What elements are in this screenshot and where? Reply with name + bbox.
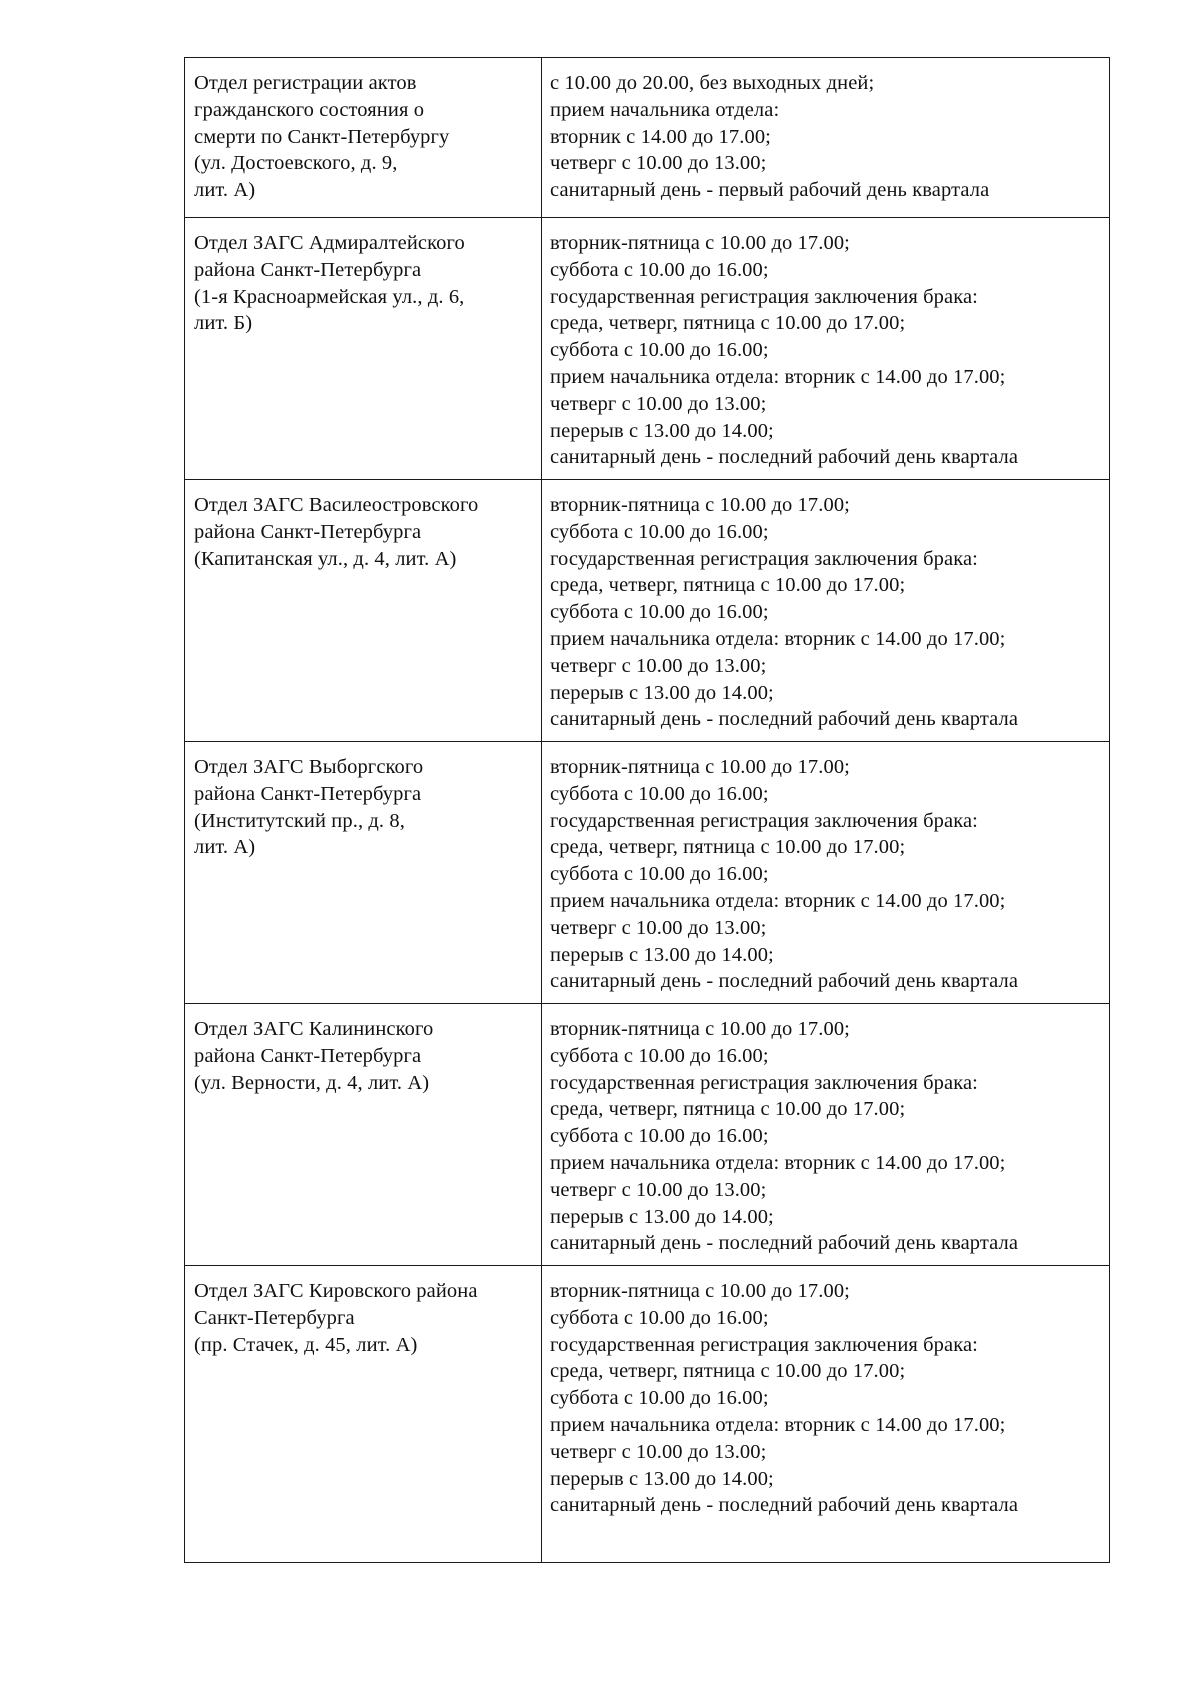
office-cell: [185, 1266, 542, 1563]
office-name-line: Отдел ЗАГС Кировского района: [194, 1280, 478, 1302]
office-name-line: смерти по Санкт-Петербургу: [194, 125, 450, 148]
schedule-line: санитарный день - первый рабочий день квартала: [550, 179, 990, 202]
schedule-cell: [542, 218, 1110, 480]
schedule-line: суббота с 10.00 до 16.00;: [550, 1044, 769, 1067]
office-name-line: Отдел ЗАГС Выборгского: [194, 756, 424, 778]
office-name-line: района Санкт-Петербурга: [194, 782, 422, 805]
schedule-line: перерыв с 13.00 до 14.00;: [550, 1205, 774, 1228]
schedule-line: вторник-пятница с 10.00 до 17.00;: [550, 1280, 850, 1302]
schedule-line: среда, четверг, пятница с 10.00 до 17.00;: [550, 1360, 906, 1383]
schedule-line: перерыв с 13.00 до 14.00;: [550, 419, 774, 442]
office-cell: [185, 742, 542, 1004]
table-row: [185, 218, 1110, 480]
schedule-line: суббота с 10.00 до 16.00;: [550, 863, 769, 886]
schedule-line: прием начальника отдела: вторник с 14.00 до 17.00;: [550, 1151, 1006, 1174]
office-address-line: лит. А): [194, 179, 256, 202]
schedule-line: прием начальника отдела: вторник с 14.00 до 17.00;: [550, 1413, 1006, 1436]
office-name-line: района Санкт-Петербурга: [194, 520, 422, 543]
table-row: [185, 58, 1110, 218]
office-address-line: лит. Б): [194, 312, 253, 335]
schedule-line: суббота с 10.00 до 16.00;: [550, 782, 769, 805]
table-row: [185, 1266, 1110, 1563]
registry-offices-schedule-table: [184, 57, 1110, 1563]
schedule-line: государственная регистрация заключения брака:: [550, 285, 978, 308]
schedule-line: четверг с 10.00 до 13.00;: [550, 916, 767, 939]
schedule-line: суббота с 10.00 до 16.00;: [550, 601, 769, 624]
office-name-line: района Санкт-Петербурга: [194, 1044, 422, 1067]
office-address-line: (ул. Достоевского, д. 9,: [194, 152, 398, 175]
schedule-line: суббота с 10.00 до 16.00;: [550, 1387, 769, 1410]
schedule-line: четверг с 10.00 до 13.00;: [550, 654, 767, 677]
schedule-line: суббота с 10.00 до 16.00;: [550, 520, 769, 543]
office-cell: [185, 480, 542, 742]
schedule-line: прием начальника отдела: вторник с 14.00 до 17.00;: [550, 889, 1006, 912]
schedule-line: среда, четверг, пятница с 10.00 до 17.00;: [550, 312, 906, 335]
schedule-line: санитарный день - последний рабочий день квартала: [550, 1494, 1019, 1517]
table-row: [185, 1004, 1110, 1266]
schedule-line: суббота с 10.00 до 16.00;: [550, 258, 769, 281]
office-name-line: Отдел ЗАГС Василеостровского: [194, 494, 479, 516]
schedule-line: санитарный день - последний рабочий день квартала: [550, 446, 1019, 469]
schedule-line: вторник-пятница с 10.00 до 17.00;: [550, 494, 850, 516]
schedule-line: государственная регистрация заключения брака:: [550, 1333, 978, 1356]
schedule-line: санитарный день - последний рабочий день квартала: [550, 970, 1019, 993]
schedule-line: вторник с 14.00 до 17.00;: [550, 125, 771, 148]
schedule-line: перерыв с 13.00 до 14.00;: [550, 681, 774, 704]
office-name-line: Отдел регистрации актов: [194, 72, 417, 94]
schedule-line: вторник-пятница с 10.00 до 17.00;: [550, 756, 850, 778]
schedule-line: четверг с 10.00 до 13.00;: [550, 1440, 767, 1463]
schedule-line: прием начальника отдела: вторник с 14.00 до 17.00;: [550, 365, 1006, 388]
schedule-cell: [542, 1004, 1110, 1266]
office-address-line: (1-я Красноармейская ул., д. 6,: [194, 285, 465, 308]
schedule-line: суббота с 10.00 до 16.00;: [550, 1125, 769, 1148]
schedule-cell: [542, 480, 1110, 742]
office-address-line: (Капитанская ул., д. 4, лит. А): [194, 547, 457, 570]
office-name-line: гражданского состояния о: [194, 98, 425, 121]
schedule-line: государственная регистрация заключения брака:: [550, 1071, 978, 1094]
schedule-line: суббота с 10.00 до 16.00;: [550, 1306, 769, 1329]
schedule-line: среда, четверг, пятница с 10.00 до 17.00;: [550, 836, 906, 859]
schedule-line: четверг с 10.00 до 13.00;: [550, 152, 767, 175]
office-name-line: Отдел ЗАГС Адмиралтейского: [194, 232, 465, 254]
office-address-line: лит. А): [194, 836, 256, 859]
schedule-line: перерыв с 13.00 до 14.00;: [550, 1467, 774, 1490]
schedule-line: перерыв с 13.00 до 14.00;: [550, 943, 774, 966]
schedule-cell: [542, 58, 1110, 218]
schedule-line: среда, четверг, пятница с 10.00 до 17.00;: [550, 574, 906, 597]
office-address-line: (пр. Стачек, д. 45, лит. А): [194, 1333, 418, 1356]
office-address-line: (Институтский пр., д. 8,: [194, 809, 405, 832]
office-cell: [185, 218, 542, 480]
office-name-line: Отдел ЗАГС Калининского: [194, 1018, 434, 1040]
schedule-line: прием начальника отдела:: [550, 98, 780, 121]
schedule-cell: [542, 742, 1110, 1004]
office-cell: [185, 58, 542, 218]
schedule-line: с 10.00 до 20.00, без выходных дней;: [550, 72, 875, 94]
schedule-line: четверг с 10.00 до 13.00;: [550, 392, 767, 415]
schedule-line: среда, четверг, пятница с 10.00 до 17.00;: [550, 1098, 906, 1121]
schedule-cell: [542, 1266, 1110, 1563]
schedule-line: вторник-пятница с 10.00 до 17.00;: [550, 1018, 850, 1040]
office-address-line: (ул. Верности, д. 4, лит. А): [194, 1071, 430, 1094]
table-row: [185, 480, 1110, 742]
table-row: [185, 742, 1110, 1004]
office-cell: [185, 1004, 542, 1266]
schedule-line: прием начальника отдела: вторник с 14.00 до 17.00;: [550, 627, 1006, 650]
schedule-line: санитарный день - последний рабочий день квартала: [550, 1232, 1019, 1255]
schedule-line: вторник-пятница с 10.00 до 17.00;: [550, 232, 850, 254]
schedule-line: четверг с 10.00 до 13.00;: [550, 1178, 767, 1201]
schedule-line: государственная регистрация заключения брака:: [550, 547, 978, 570]
schedule-line: государственная регистрация заключения брака:: [550, 809, 978, 832]
office-name-line: района Санкт-Петербурга: [194, 258, 422, 281]
schedule-line: суббота с 10.00 до 16.00;: [550, 339, 769, 362]
office-name-line: Санкт-Петербурга: [194, 1306, 355, 1329]
schedule-line: санитарный день - последний рабочий день квартала: [550, 708, 1019, 731]
